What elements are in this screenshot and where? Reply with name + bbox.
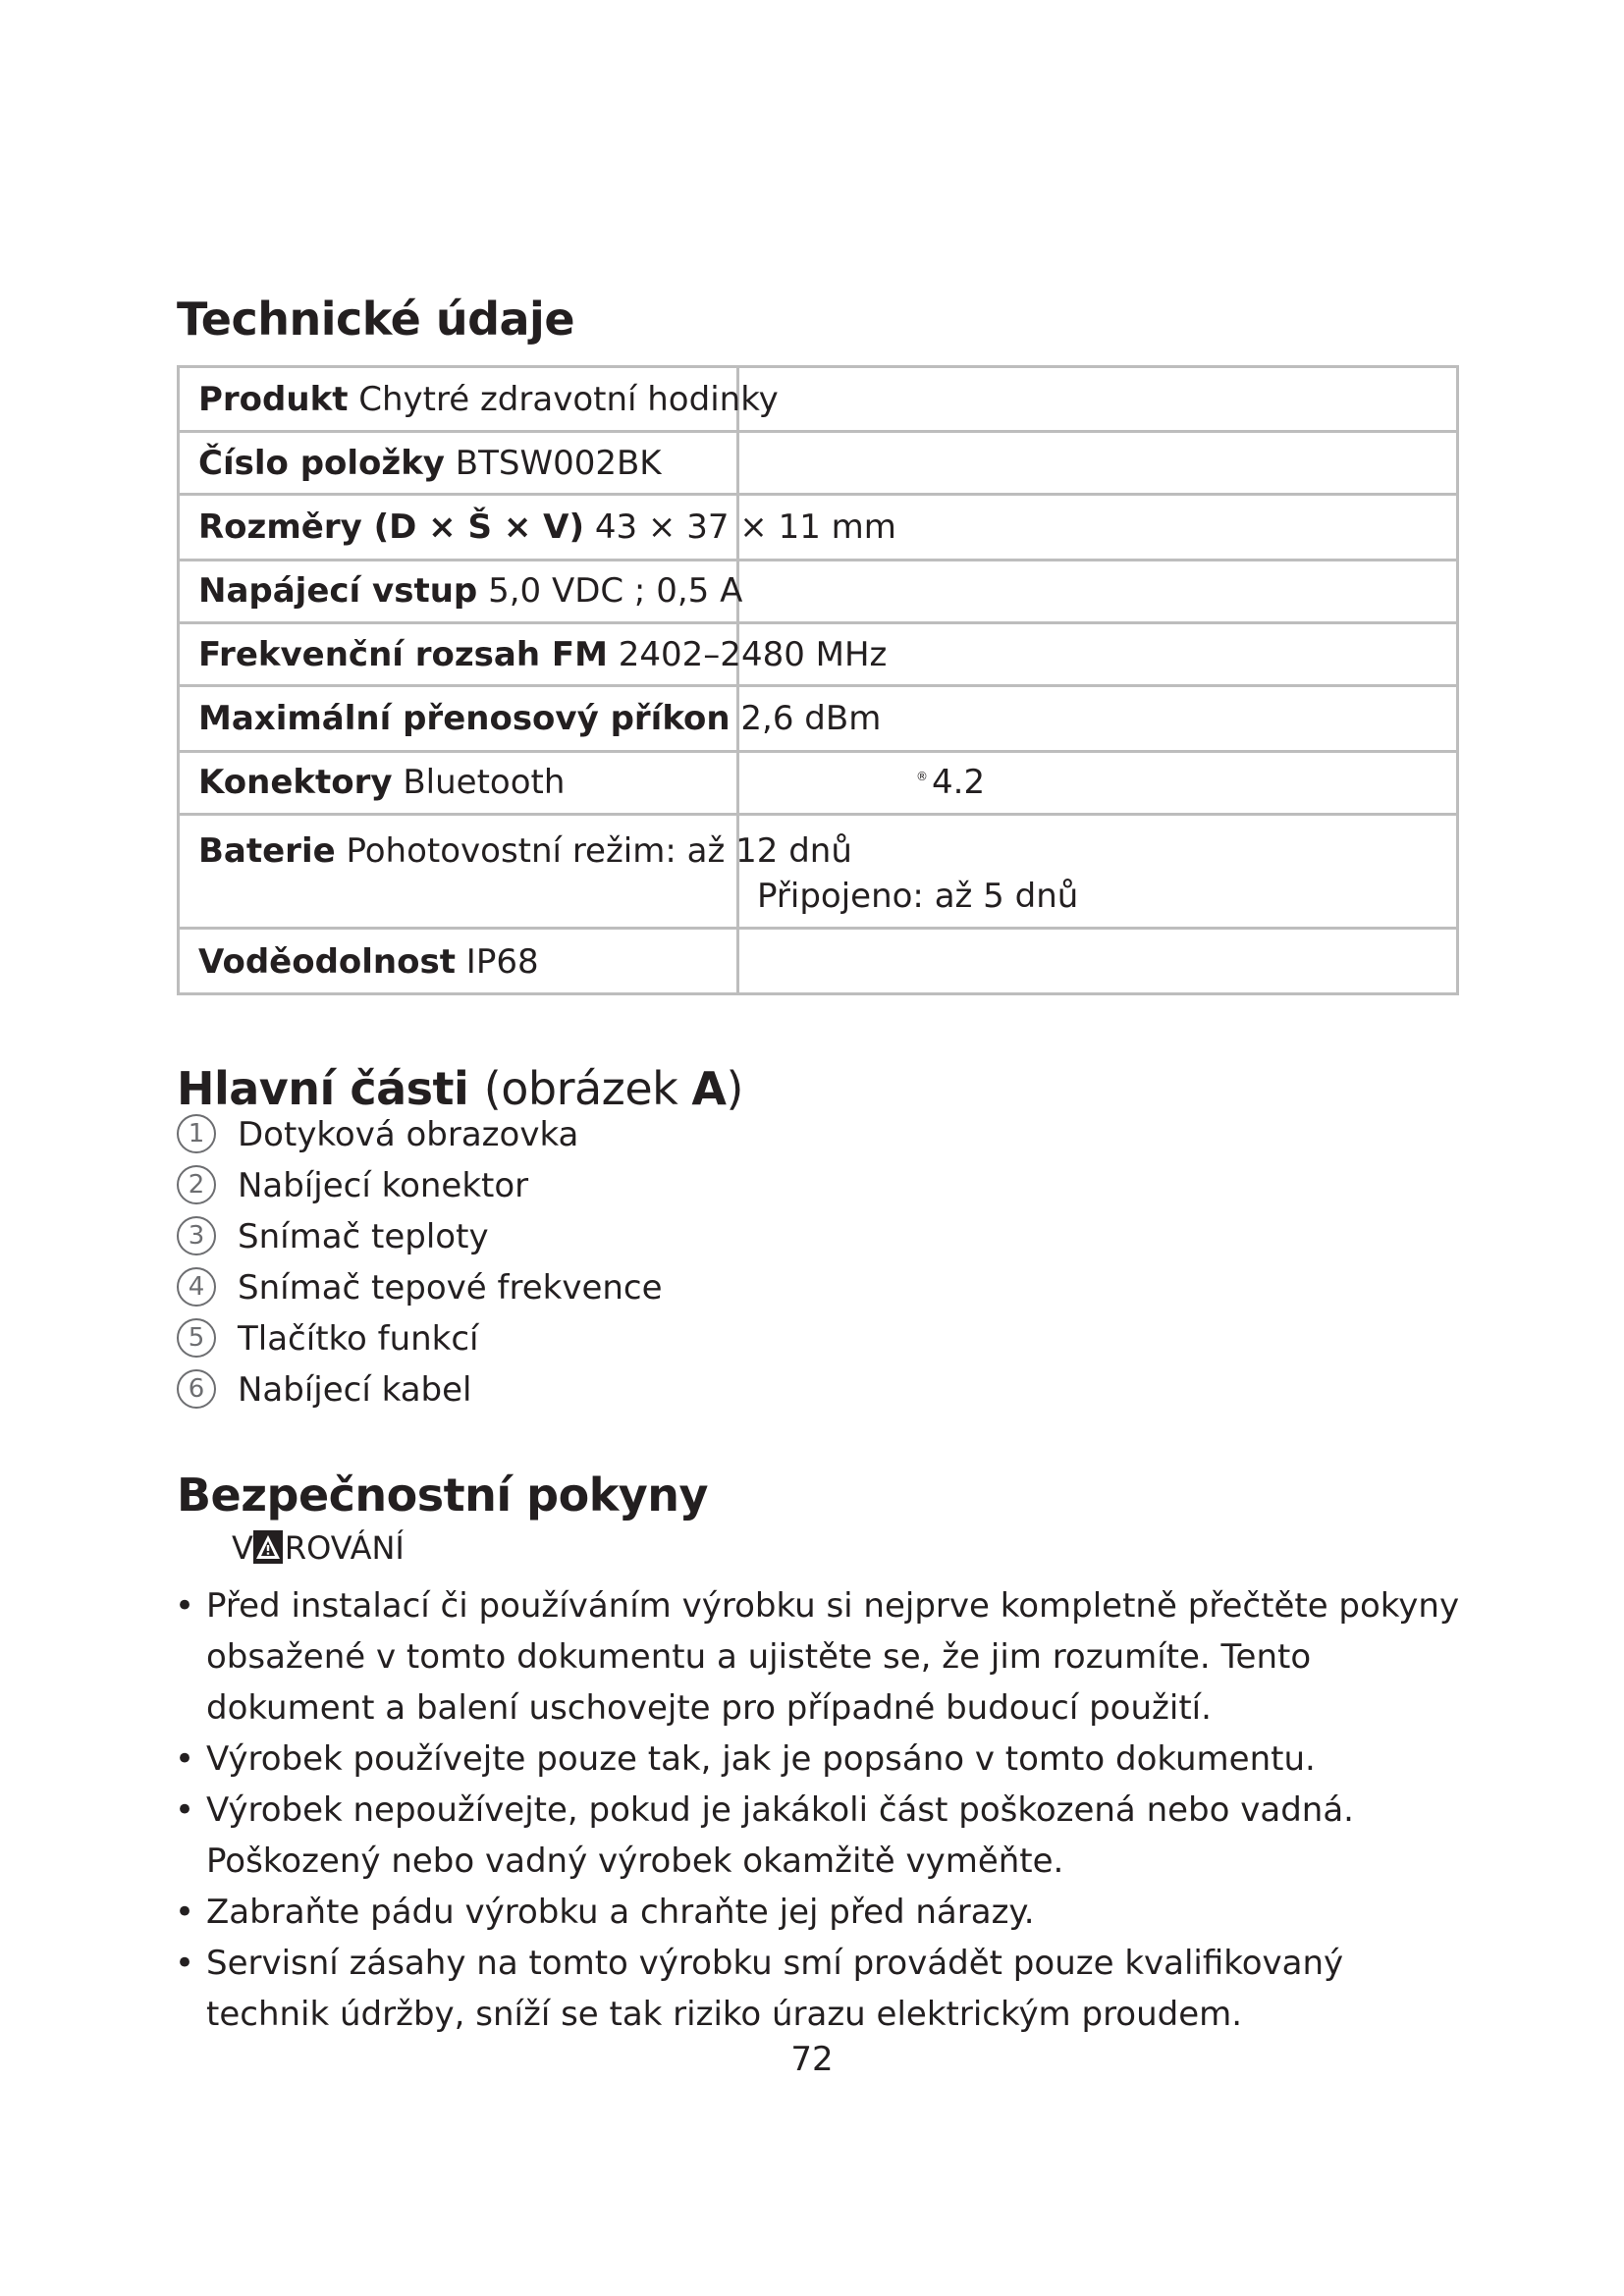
part-label: Tlačítko funkcí [238, 1319, 479, 1359]
number-circle-icon: 6 [177, 1369, 216, 1409]
table-row [198, 942, 539, 982]
spec-label: Voděodolnost [198, 942, 456, 982]
parts-subtitle-open: (obrázek [483, 1062, 692, 1115]
table-row-divider [180, 927, 1456, 930]
bullet-icon: • [175, 1790, 195, 1830]
table-row-divider [180, 621, 1456, 624]
safety-list [169, 1580, 1465, 2040]
table-row-divider [180, 559, 1456, 561]
spec-label: Produkt [198, 380, 349, 419]
registered-mark: ® [916, 770, 928, 783]
specs-table [177, 365, 1459, 995]
spec-label: Konektory [198, 763, 393, 802]
list-item [177, 1268, 663, 1317]
number-circle-icon: 2 [177, 1165, 216, 1204]
warning-label [232, 1529, 405, 1567]
spec-label: Číslo položky [198, 444, 445, 483]
list-item [169, 1887, 1465, 1938]
spec-label: Frekvenční rozsah FM [198, 635, 608, 674]
spec-value: BTSW002BK [455, 444, 662, 483]
table-row [198, 507, 896, 547]
list-item [177, 1370, 471, 1419]
list-item [177, 1166, 528, 1215]
specs-heading: Technické údaje [177, 293, 575, 346]
list-item [169, 1785, 1465, 1887]
table-column-divider [736, 368, 739, 992]
spec-value: Pohotovostní režim: až 12 dnů [346, 831, 852, 871]
warning-suffix: ROVÁNÍ [284, 1529, 405, 1567]
safety-text: Před instalací či používáním výrobku si nejprve kompletně přečtěte pokyny obsažené v tomto dokumentu a ujistěte se, že jim rozumíte. Tento dokument a balení uschovejte pro případné budoucí použití. [206, 1586, 1460, 1728]
parts-subtitle-close: ) [726, 1062, 743, 1115]
part-label: Nabíjecí kabel [238, 1370, 472, 1410]
table-row [198, 699, 881, 738]
spec-value: Chytré zdravotní hodinky [358, 380, 779, 419]
spec-label: Maximální přenosový příkon [198, 699, 731, 738]
spec-value: Bluetooth [403, 763, 566, 802]
part-label: Nabíjecí konektor [238, 1166, 529, 1205]
part-label: Dotyková obrazovka [238, 1115, 579, 1154]
list-item [177, 1115, 578, 1164]
table-row-divider [180, 813, 1456, 816]
table-row [198, 763, 565, 802]
table-row [198, 380, 779, 419]
bluetooth-version [916, 763, 985, 802]
number-circle-icon: 4 [177, 1267, 216, 1307]
number-circle-icon: 1 [177, 1114, 216, 1153]
table-row [198, 571, 742, 611]
list-item [177, 1217, 489, 1266]
spec-value: 43 × 37 × 11 mm [594, 507, 896, 547]
bullet-icon: • [175, 1944, 195, 1983]
bullet-icon: • [175, 1739, 195, 1779]
safety-text: Výrobek používejte pouze tak, jak je popsáno v tomto dokumentu. [206, 1739, 1316, 1779]
list-item [169, 1734, 1465, 1785]
list-item [169, 1580, 1465, 1734]
parts-subtitle-letter: A [691, 1062, 727, 1115]
number-circle-icon: 5 [177, 1318, 216, 1358]
list-item [177, 1319, 479, 1368]
spec-value: 2402–2480 MHz [618, 635, 888, 674]
spec-value-second-line: Připojeno: až 5 dnů [757, 877, 1079, 916]
table-row-divider [180, 684, 1456, 687]
table-row [198, 635, 887, 674]
part-label: Snímač teploty [238, 1217, 489, 1256]
table-row-divider [180, 493, 1456, 496]
safety-text: Zabraňte pádu výrobku a chraňte jej před nárazy. [206, 1893, 1035, 1932]
safety-text: Výrobek nepoužívejte, pokud je jakákoli část poškozená nebo vadná. Poškozený nebo vadný výrobek okamžitě vyměňte. [206, 1790, 1354, 1881]
table-row [198, 444, 662, 483]
spec-value: 5,0 VDC ; 0,5 A [488, 571, 743, 611]
parts-heading [177, 1062, 743, 1115]
safety-text: Servisní zásahy na tomto výrobku smí provádět pouze kvalifikovaný technik údržby, sníží se tak riziko úrazu elektrickým proudem. [206, 1944, 1344, 2034]
parts-title: Hlavní části [177, 1062, 469, 1115]
part-label: Snímač tepové frekvence [238, 1268, 663, 1308]
warning-triangle-icon [253, 1530, 283, 1564]
table-row-divider [180, 430, 1456, 433]
spec-extra: 4.2 [932, 763, 986, 802]
spec-label: Baterie [198, 831, 336, 871]
table-row-divider [180, 750, 1456, 753]
spec-label: Rozměry (D × Š × V) [198, 507, 585, 547]
bullet-icon: • [175, 1586, 195, 1626]
spec-label: Napájecí vstup [198, 571, 478, 611]
spec-value: IP68 [465, 942, 539, 982]
bullet-icon: • [175, 1893, 195, 1932]
safety-heading: Bezpečnostní pokyny [177, 1468, 709, 1522]
page-number: 72 [790, 2040, 834, 2079]
list-item [169, 1938, 1465, 2040]
table-row [198, 831, 852, 871]
spec-value: 2,6 dBm [740, 699, 882, 738]
number-circle-icon: 3 [177, 1216, 216, 1255]
warning-prefix: V [232, 1529, 253, 1567]
